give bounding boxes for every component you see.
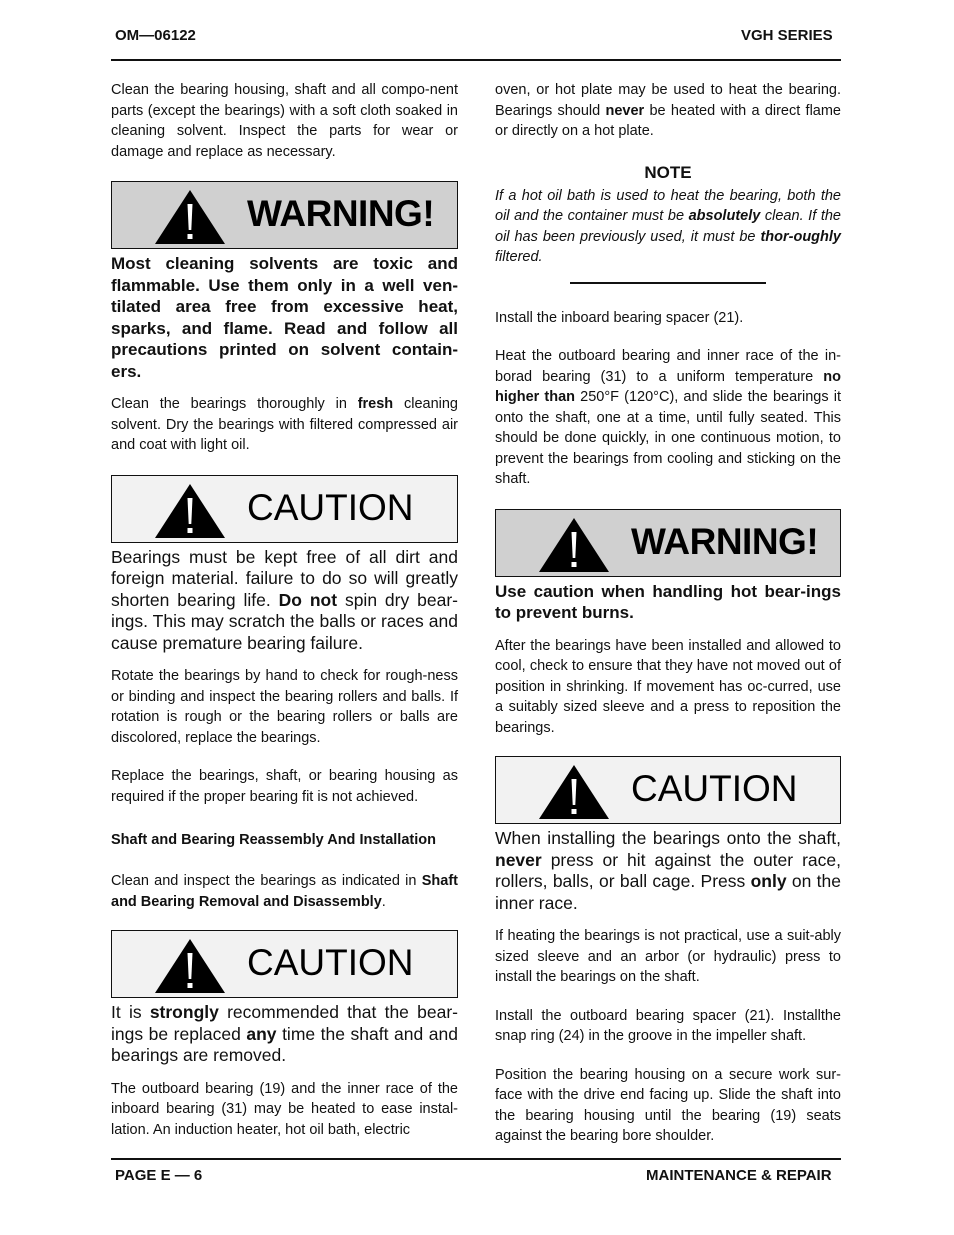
right-paragraph-6: Install the outboard bearing spacer (21). Installthe snap ring (24) in the groove in the impeller shaft. xyxy=(495,1007,841,1044)
warning-box-2 xyxy=(495,509,841,577)
right-paragraph-7: Position the bearing housing on a secure work sur-face with the drive end facing up. Slide the shaft into the bearing housing until the bearing (19) seats against the bearing bore shoulder. xyxy=(495,1066,841,1144)
caution-label-1: CAUTION xyxy=(247,486,414,528)
right-column xyxy=(495,80,841,1147)
caution-box-3 xyxy=(495,756,841,824)
series-title: VGH SERIES xyxy=(741,27,833,44)
exclamation-triangle-icon xyxy=(153,482,227,540)
caution-text-1: Bearings must be kept free of all dirt and foreign material. failure to do so will greatly shorten bearing life. Do not spin dry bear-ings. This may scratch the balls or races and cause premature bearing failure. xyxy=(111,546,458,653)
warning-box-1 xyxy=(111,181,458,249)
warning-label-2: WARNING! xyxy=(631,520,819,562)
right-paragraph-4: After the bearings have been installed and allowed to cool, check to ensure that they have not moved out of position in shrinking. If movement has oc-curred, use a suitably sized sleeve and a press to reposition the bearings. xyxy=(495,637,841,736)
header-rule xyxy=(111,59,841,61)
caution-label-3: CAUTION xyxy=(631,768,798,809)
left-paragraph-3: Rotate the bearings by hand to check for rough-ness or binding and inspect the bearing rollers and balls. If rotation is rough or the bearing rollers or balls are discolored, replace the bearings. xyxy=(111,668,458,746)
exclamation-triangle-icon xyxy=(537,763,611,821)
right-paragraph-3: Heat the outboard bearing and inner race of the in-borad bearing (31) to a uniform temperature no higher than 250°F (120°C), and slide the bearings it onto the shaft, one at a time, until fully seated. This should be done quickly, in one continuous motion, to prevent the bearings from cooling and sticking on the shaft. xyxy=(495,348,841,487)
left-paragraph-6: The outboard bearing (19) and the inner race of the inboard bearing (31) may be heated to ease instal-lation. An induction heater, hot oil bath, electric xyxy=(111,1080,458,1138)
caution-text-3: When installing the bearings onto the shaft, never press or hit against the outer race, rollers, balls, or ball cage. Press only on the inner race. xyxy=(495,828,841,913)
left-paragraph-1: Clean the bearing housing, shaft and all compo-nent parts (except the bearings) with a soft cloth soaked in cleaning solvent. Inspect the parts for wear or damage and replace as necessary. xyxy=(111,82,458,160)
left-paragraph-4: Replace the bearings, shaft, or bearing housing as required if the proper bearing fit is not achieved. xyxy=(111,768,458,805)
left-paragraph-5: Clean and inspect the bearings as indicated in Shaft and Bearing Removal and Disassembly. xyxy=(111,873,458,910)
note-rule xyxy=(570,282,766,284)
exclamation-triangle-icon xyxy=(153,937,227,995)
caution-box-2 xyxy=(111,930,458,998)
note-text: If a hot oil bath is used to heat the bearing, both the oil and the container must be absolutely clean. If the oil has been previously used, it must be thor-oughly filtered. xyxy=(495,187,841,265)
caution-label-2: CAUTION xyxy=(247,942,414,983)
left-column xyxy=(111,80,458,1140)
caution-text-2: It is strongly recommended that the bear-ings be replaced any time the shaft and and bearings are removed. xyxy=(111,1002,458,1065)
warning-text-1: Most cleaning solvents are toxic and flammable. Use them only in a well ven-tilated area free from excessive heat, sparks, and flame. Read and follow all precautions printed on solvent contain-ers. xyxy=(111,254,458,381)
caution-box-1 xyxy=(111,475,458,543)
warning-text-2: Use caution when handling hot bear-ings to prevent burns. xyxy=(495,581,841,622)
exclamation-triangle-icon xyxy=(153,188,227,246)
exclamation-triangle-icon xyxy=(537,516,611,574)
doc-number: OM—06122 xyxy=(115,27,196,44)
section-subheading: Shaft and Bearing Reassembly And Installation xyxy=(111,832,436,848)
section-title: MAINTENANCE & REPAIR xyxy=(646,1167,832,1184)
right-paragraph-5: If heating the bearings is not practical, use a suit-ably sized sleeve and an arbor (or hydraulic) press to install the bearings on the shaft. xyxy=(495,928,841,985)
left-paragraph-2: Clean the bearings thoroughly in fresh cleaning solvent. Dry the bearings with filtered compressed air and coat with light oil. xyxy=(111,396,458,453)
warning-label-1: WARNING! xyxy=(247,193,435,234)
page-number: PAGE E — 6 xyxy=(115,1167,203,1184)
right-paragraph-1: oven, or hot plate may be used to heat the bearing. Bearings should never be heated with a direct flame or directly on a hot plate. xyxy=(495,82,841,139)
footer-rule xyxy=(111,1158,841,1160)
note-heading: NOTE xyxy=(644,162,692,182)
right-paragraph-2: Install the inboard bearing spacer (21). xyxy=(495,309,744,326)
